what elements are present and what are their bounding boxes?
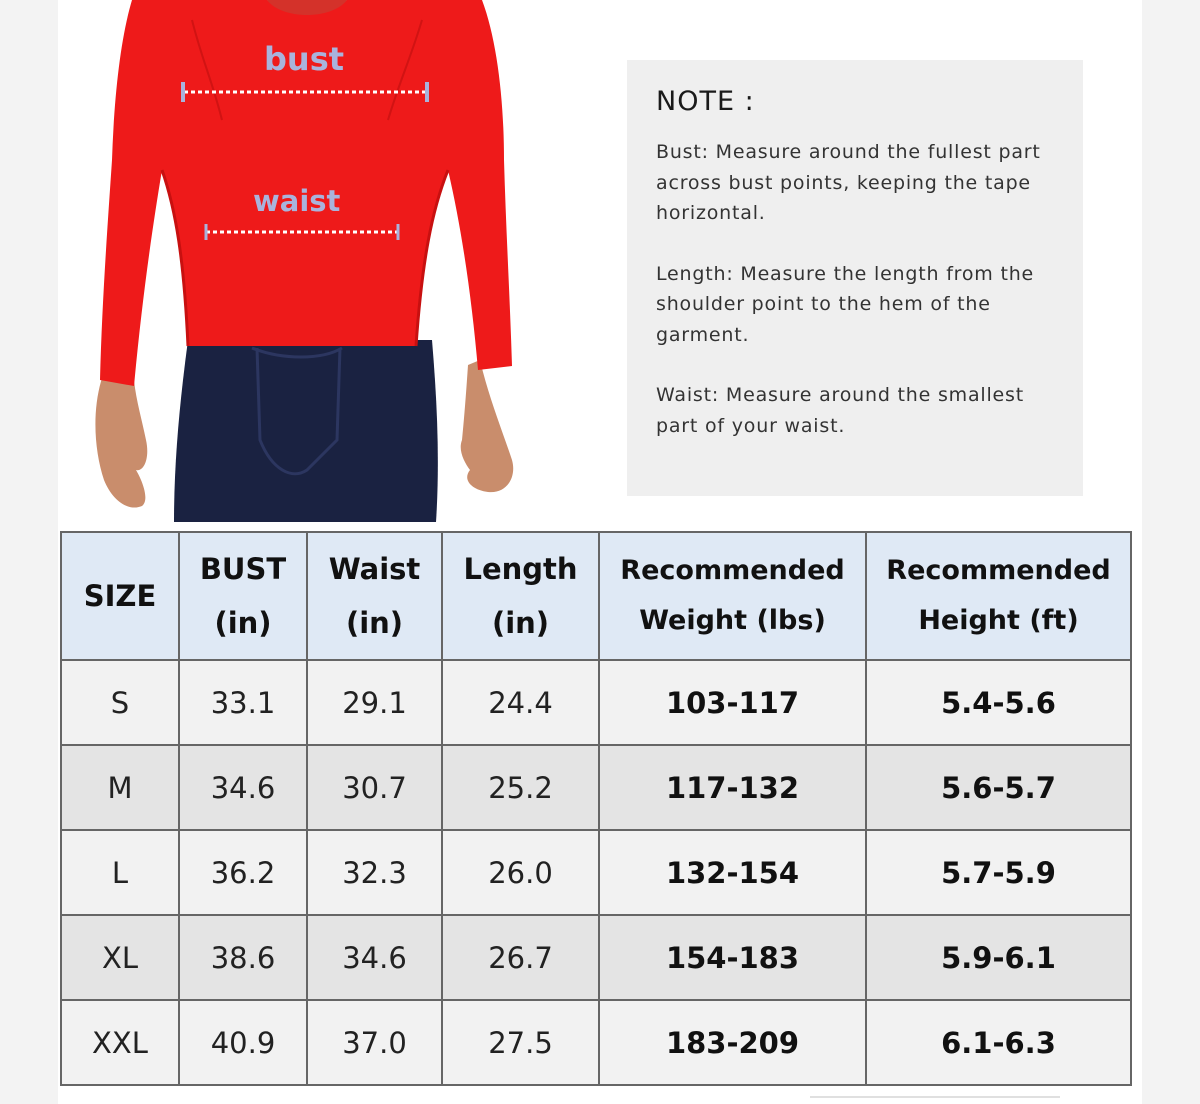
cell-length: 26.7 xyxy=(442,915,599,1000)
cell-waist: 37.0 xyxy=(307,1000,442,1085)
header-waist: Waist (in) xyxy=(307,532,442,660)
cell-height: 5.4-5.6 xyxy=(866,660,1131,745)
cell-bust: 40.9 xyxy=(179,1000,307,1085)
cell-weight: 132-154 xyxy=(599,830,866,915)
right-hand xyxy=(461,360,514,492)
cell-bust: 38.6 xyxy=(179,915,307,1000)
table-row xyxy=(61,745,1131,830)
model-figure xyxy=(92,0,522,522)
header-bust: BUST (in) xyxy=(179,532,307,660)
size-chart-table xyxy=(60,531,1132,1086)
cell-size: XL xyxy=(61,915,179,1000)
cell-size: L xyxy=(61,830,179,915)
cell-weight: 154-183 xyxy=(599,915,866,1000)
header-size: SIZE xyxy=(61,532,179,660)
cell-size: XXL xyxy=(61,1000,179,1085)
cell-height: 5.9-6.1 xyxy=(866,915,1131,1000)
waist-label: waist xyxy=(253,184,341,218)
cell-bust: 36.2 xyxy=(179,830,307,915)
left-hand xyxy=(95,378,147,508)
divider xyxy=(810,1096,1060,1098)
table-header-row xyxy=(61,532,1131,660)
cell-bust: 33.1 xyxy=(179,660,307,745)
header-weight: Recommended Weight (lbs) xyxy=(599,532,866,660)
cell-waist: 34.6 xyxy=(307,915,442,1000)
note-bust: Bust: Measure around the fullest part across bust points, keeping the tape horizontal. xyxy=(656,141,1041,224)
note-length: Length: Measure the length from the shoulder point to the hem of the garment. xyxy=(656,262,1035,346)
cell-length: 25.2 xyxy=(442,745,599,830)
cell-waist: 29.1 xyxy=(307,660,442,745)
bust-label: bust xyxy=(264,40,345,78)
note-panel xyxy=(627,60,1083,496)
table-row xyxy=(61,915,1131,1000)
cell-size: M xyxy=(61,745,179,830)
header-height: Recommended Height (ft) xyxy=(866,532,1131,660)
note-waist: Waist: Measure around the smallest part of your waist. xyxy=(656,384,1024,437)
cell-length: 26.0 xyxy=(442,830,599,915)
cell-waist: 32.3 xyxy=(307,830,442,915)
cell-size: S xyxy=(61,660,179,745)
pants xyxy=(174,340,438,522)
cell-weight: 183-209 xyxy=(599,1000,866,1085)
cell-weight: 103-117 xyxy=(599,660,866,745)
cell-weight: 117-132 xyxy=(599,745,866,830)
cell-height: 5.7-5.9 xyxy=(866,830,1131,915)
table-row xyxy=(61,830,1131,915)
header-length: Length (in) xyxy=(442,532,599,660)
cell-bust: 34.6 xyxy=(179,745,307,830)
table-row xyxy=(61,1000,1131,1085)
cell-waist: 30.7 xyxy=(307,745,442,830)
cell-length: 27.5 xyxy=(442,1000,599,1085)
table-row xyxy=(61,660,1131,745)
model-illustration xyxy=(92,0,522,522)
cell-height: 6.1-6.3 xyxy=(866,1000,1131,1085)
note-title: NOTE : xyxy=(656,86,755,117)
cell-length: 24.4 xyxy=(442,660,599,745)
cell-height: 5.6-5.7 xyxy=(866,745,1131,830)
